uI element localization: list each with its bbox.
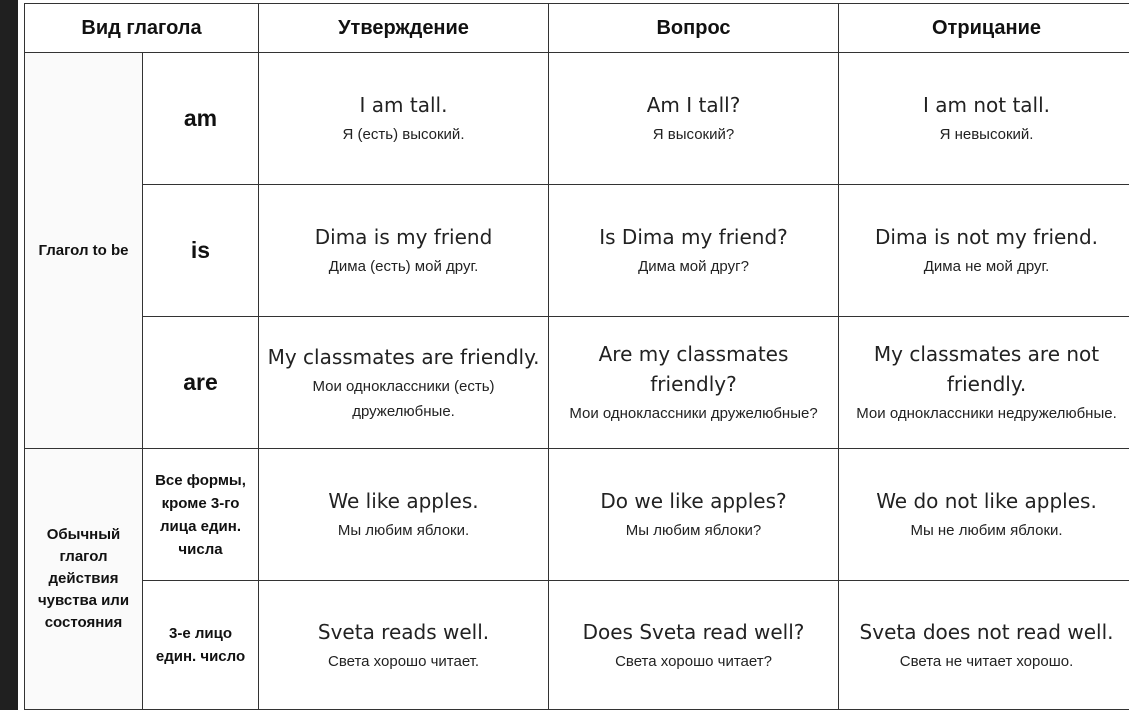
russian-translation: Мы любим яблоки?	[625, 522, 762, 539]
english-sentence: Am I tall?	[646, 93, 741, 117]
english-sentence: Dima is not my friend.	[875, 225, 1099, 249]
russian-translation: Мои одноклассники (есть) дружелюбные.	[312, 377, 495, 420]
question-cell	[549, 53, 839, 185]
affirmative-cell	[259, 449, 549, 581]
verb-form-third-person: 3-е лицо един. число	[143, 581, 259, 710]
english-sentence: We do not like apples.	[876, 489, 1097, 513]
question-cell	[549, 449, 839, 581]
verb-form-are: are	[143, 317, 259, 449]
table-header-row	[25, 4, 1129, 53]
table-row	[25, 185, 1129, 317]
verb-form-am: am	[143, 53, 259, 185]
question-cell	[549, 581, 839, 710]
russian-translation: Мои одноклассники недружелюбные.	[856, 405, 1117, 422]
russian-translation: Света хорошо читает?	[615, 652, 772, 670]
russian-translation: Я (есть) высокий.	[342, 126, 465, 143]
english-sentence: Is Dima my friend?	[599, 225, 788, 249]
header-negative: Отрицание	[839, 4, 1129, 53]
table-row	[25, 449, 1129, 581]
header-affirmative: Утверждение	[259, 4, 549, 53]
group-regular-verb: Обычный глагол действия чувства или состояния	[25, 449, 143, 710]
russian-translation: Я высокий?	[652, 126, 735, 143]
verb-form-is: is	[143, 185, 259, 317]
question-cell	[549, 185, 839, 317]
russian-translation: Мы не любим яблоки.	[910, 522, 1063, 539]
table-row	[25, 317, 1129, 449]
russian-translation: Дима не мой друг.	[923, 258, 1050, 275]
document-page	[18, 0, 1129, 710]
negative-cell	[839, 53, 1129, 185]
english-sentence: I am tall.	[359, 93, 448, 117]
affirmative-cell	[259, 317, 549, 449]
russian-translation: Я невысокий.	[939, 126, 1034, 143]
group-to-be: Глагол to be	[25, 53, 143, 449]
question-cell	[549, 317, 839, 449]
verb-forms-table	[24, 3, 1129, 710]
russian-translation: Света не читает хорошо.	[899, 652, 1074, 670]
table-row	[25, 581, 1129, 710]
window-edge	[0, 0, 18, 710]
verb-form-all-forms: Все формы, кроме 3-го лица един. числа	[143, 449, 259, 581]
negative-cell	[839, 185, 1129, 317]
russian-translation: Света хорошо читает.	[327, 652, 480, 670]
english-sentence: My classmates are not friendly.	[873, 342, 1100, 396]
header-question: Вопрос	[549, 4, 839, 53]
affirmative-cell	[259, 581, 549, 710]
english-sentence: My classmates are friendly.	[267, 344, 540, 369]
table-row	[25, 53, 1129, 185]
english-sentence: Does Sveta read well?	[582, 619, 805, 644]
header-verb-type: Вид глагола	[25, 4, 259, 53]
negative-cell	[839, 317, 1129, 449]
russian-translation: Дима (есть) мой друг.	[328, 258, 479, 275]
english-sentence: Sveta does not read well.	[859, 619, 1114, 644]
negative-cell	[839, 581, 1129, 710]
english-sentence: I am not tall.	[923, 93, 1051, 117]
english-sentence: Sveta reads well.	[317, 619, 490, 644]
affirmative-cell	[259, 53, 549, 185]
english-sentence: Are my classmates friendly?	[598, 342, 789, 396]
affirmative-cell	[259, 185, 549, 317]
russian-translation: Мы любим яблоки.	[337, 522, 470, 539]
russian-translation: Мои одноклассники дружелюбные?	[569, 405, 818, 422]
negative-cell	[839, 449, 1129, 581]
russian-translation: Дима мой друг?	[638, 258, 749, 275]
english-sentence: Dima is my friend	[314, 225, 493, 249]
english-sentence: We like apples.	[328, 489, 479, 513]
english-sentence: Do we like apples?	[600, 489, 787, 513]
